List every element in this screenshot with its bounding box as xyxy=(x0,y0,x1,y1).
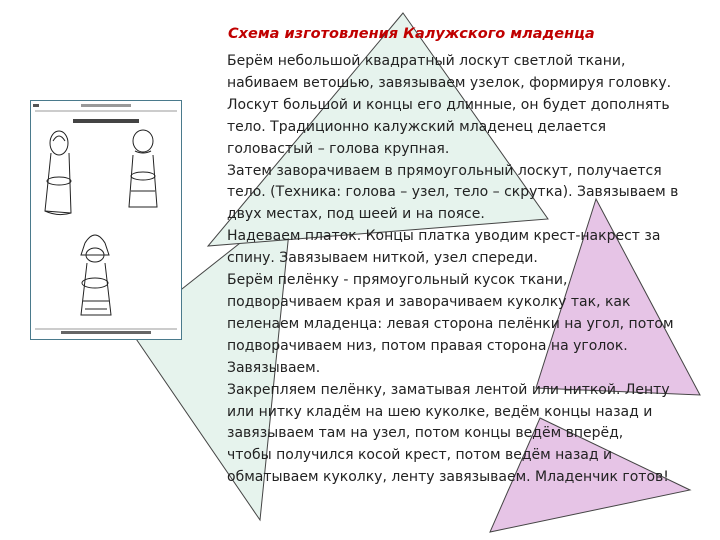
text-line: чтобы получился косой крест, потом ведём назад и xyxy=(227,447,613,464)
text-line: набиваем ветошью, завязываем узелок, формируя головку. xyxy=(227,74,672,91)
text-line: подворачиваем низ, потом правая сторона на уголок. xyxy=(227,337,628,354)
text-line: тело. Традиционно калужский младенец делается xyxy=(227,118,607,135)
slide-title: Схема изготовления Калужского младенца xyxy=(228,26,595,42)
text-line: Затем заворачиваем в прямоугольный лоскут, получается xyxy=(227,162,662,179)
doll-illustration xyxy=(30,100,182,340)
text-line: пеленаем младенца: левая сторона пелёнки на угол, потом xyxy=(227,315,674,332)
text-line: Берём небольшой квадратный лоскут светлой ткани, xyxy=(227,53,626,69)
text-line: Закрепляем пелёнку, заматывая лентой или ниткой. Ленту xyxy=(227,381,670,398)
text-line: Завязываем. xyxy=(227,359,321,376)
doll-step-3 xyxy=(81,235,111,315)
doll-step-2 xyxy=(129,130,157,207)
text-line: обматываем куколку, ленту завязываем. Младенчик готов! xyxy=(227,469,669,486)
text-line: тело. (Техника: голова – узел, тело – скрутка). Завязываем в xyxy=(227,184,679,201)
text-line: или нитку кладём на шею куколке, ведём концы назад и xyxy=(227,403,653,420)
text-line: подворачиваем края и заворачиваем куколку так, как xyxy=(227,293,631,310)
text-line: Надеваем платок. Концы платка уводим крест-накрест за xyxy=(227,228,661,245)
text-line: головастый – голова крупная. xyxy=(227,140,450,157)
doll-step-1 xyxy=(45,131,71,215)
text-line: двух местах, под шеей и на поясе. xyxy=(227,206,485,223)
text-line: спину. Завязываем ниткой, узел спереди. xyxy=(227,250,538,267)
text-line: Лоскут большой и концы его длинные, он будет дополнять xyxy=(227,96,670,113)
instruction-text xyxy=(227,51,693,489)
text-line: Берём пелёнку - прямоугольный кусок ткани, xyxy=(227,272,568,289)
text-line: завязываем там на узел, потом концы ведём вперёд, xyxy=(227,425,624,442)
